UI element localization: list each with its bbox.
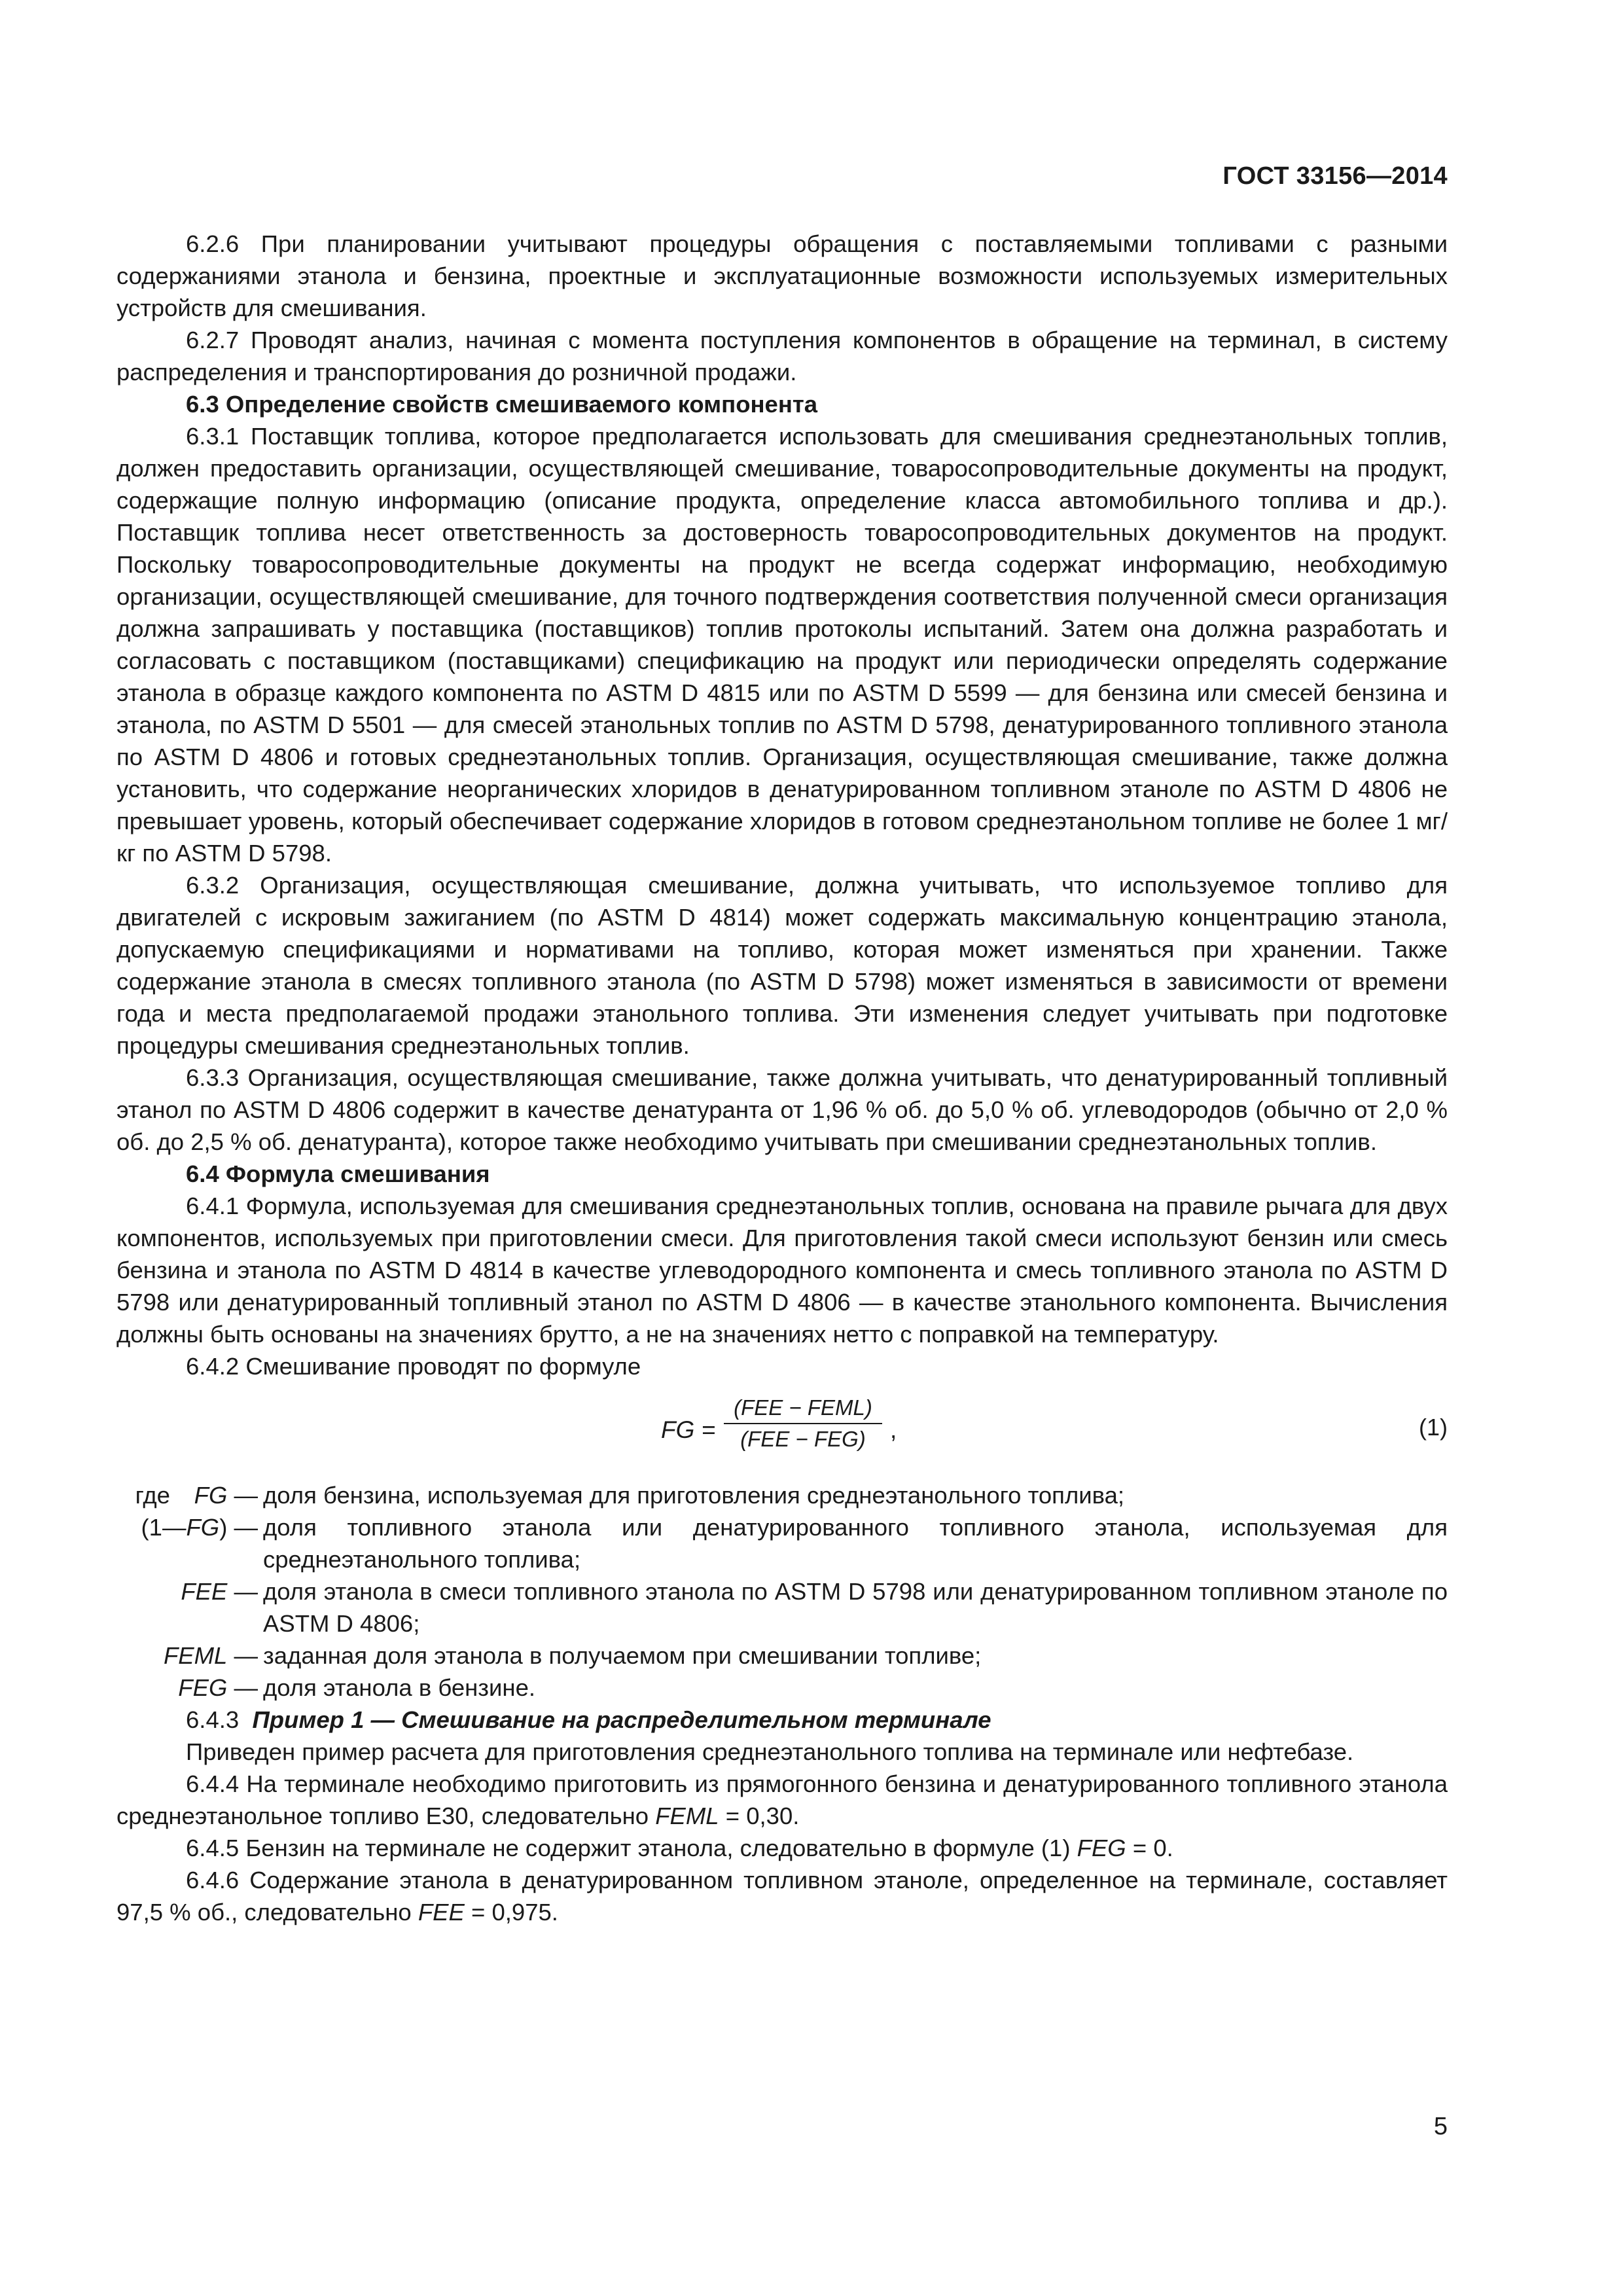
definition-row — [116, 1511, 1448, 1575]
paragraph-6-2-6: 6.2.6 При планировании учитывают процедуры обращения с поставляемыми топливами с разными содержаниями этанола и бензина, проектные и эксплуатационные возможности используемых измерительных устройств для смешивания. — [116, 230, 1448, 321]
document-header: ГОСТ 33156—2014 — [1222, 162, 1448, 190]
paragraph-6-2-7: 6.2.7 Проводят анализ, начиная с момента поступления компонентов в обращение на терминал, в систему распределения и транспортирования до розничной продажи. — [116, 327, 1448, 386]
section-heading-6-4: 6.4 Формула смешивания — [186, 1160, 490, 1187]
paragraph-6-3-3: 6.3.3 Организация, осуществляющая смешивание, также должна учитывать, что денатурированный топливный этанол по ASTM D 4806 содержит в качестве денатуранта от 1,96 % об. до 5,0 % об. углеводородов (обычно от 2,0 % об. до 2,5 % об. денатуранта), которое также необходимо учитывать при смешивании среднеэтанольных топлив. — [116, 1064, 1448, 1155]
definition-symbol: (1—FG) — — [141, 1514, 258, 1541]
definition-text: доля этанола в смеси топливного этанола по ASTM D 5798 или денатурированном топливном этаноле по ASTM D 4806; — [263, 1578, 1448, 1637]
definition-row — [116, 1640, 1448, 1672]
definition-symbol: FEML — — [163, 1642, 258, 1669]
paragraph-6-4-6: 6.4.6 Содержание этанола в денатурированном топливном этаноле, определенное на терминале, составляет 97,5 % об., следовательно FEE = 0,975. — [116, 1867, 1448, 1926]
example-heading: 6.4.3 Пример 1 — Смешивание на распределительном терминале — [186, 1706, 991, 1733]
definition-text: доля топливного этанола или денатурированного топливного этанола, используемая для среднеэтанольного топлива; — [263, 1514, 1448, 1573]
example-title: Пример 1 — Смешивание на распределительном терминале — [252, 1706, 991, 1733]
paragraph-6-4-4: 6.4.4 На терминале необходимо приготовить из прямогонного бензина и денатурированного топливного этанола среднеэтанольное топливо Е30, следовательно FEML = 0,30. — [116, 1770, 1448, 1829]
definition-symbol: где FG — — [135, 1482, 258, 1509]
formula-fraction — [724, 1394, 882, 1453]
formula-denominator: (FEE − FEG) — [740, 1427, 866, 1451]
paragraph-6-3-2: 6.3.2 Организация, осуществляющая смешивание, должна учитывать, что используемое топливо для двигателей с искровым зажиганием (по ASTM D 4814) может содержать максимальную концентрацию этанола, допускаемую спецификациями и нормативами на топливо, которая может изменяться при хранении. Также содержание этанола в смесях топливного этанола (по ASTM D 5798) может изменяться в зависимости от времени года и места предполагаемой продажи этанольного топлива. Эти изменения следует учитывать при подготовке процедуры смешивания среднеэтанольных топлив. — [116, 872, 1448, 1059]
paragraph-6-4-1: 6.4.1 Формула, используемая для смешивания среднеэтанольных топлив, основана на правиле рычага для двух компонентов, используемых при приготовлении смеси. Для приготовления такой смеси используют бензин или смесь бензина и этанола по ASTM D 4814 в качестве углеводородного компонента и смесь топливного этанола по ASTM D 5798 или денатурированный топливный этанол по ASTM D 4806 — в качестве этанольного компонента. Вычисления должны быть основаны на значениях брутто, а не на значениях нетто с поправкой на температуру. — [116, 1193, 1448, 1348]
definition-symbol: FEE — — [181, 1578, 258, 1605]
page-number: 5 — [1433, 2113, 1448, 2140]
formula-number: (1) — [1419, 1414, 1448, 1441]
formula-lhs: FG = — [661, 1416, 716, 1443]
formula-comma: , — [890, 1416, 897, 1443]
paragraph-6-4-5: 6.4.5 Бензин на терминале не содержит этанола, следовательно в формуле (1) FEG = 0. — [186, 1835, 1173, 1861]
definition-text: доля этанола в бензине. — [263, 1674, 536, 1701]
definition-text: доля бензина, используемая для приготовления среднеэтанольного топлива; — [263, 1482, 1125, 1509]
definition-row — [116, 1672, 1448, 1704]
definition-row — [116, 1575, 1448, 1640]
paragraph-6-4-2: 6.4.2 Смешивание проводят по формуле — [186, 1353, 641, 1380]
section-heading-6-3: 6.3 Определение свойств смешиваемого компонента — [186, 391, 818, 418]
formula-definitions — [116, 1479, 1448, 1704]
fraction-bar — [724, 1423, 882, 1424]
definition-symbol: FEG — — [178, 1674, 258, 1701]
blending-formula — [116, 1389, 1448, 1470]
formula-numerator: (FEE − FEML) — [734, 1395, 872, 1420]
definition-row — [116, 1479, 1448, 1511]
paragraph-6-3-1: 6.3.1 Поставщик топлива, которое предполагается использовать для смешивания среднеэтанольных топлив, должен предоставить организации, осуществляющей смешивание, товаросопроводительные документы на продукт, содержащие полную информацию (описание продукта, определение класса автомобильного топлива и др.). Поставщик топлива несет ответственность за достоверность товаросопроводительных документов на продукт. Поскольку товаросопроводительные документы на продукт не всегда содержат информацию, необходимую организации, осуществляющей смешивание, для точного подтверждения соответствия полученной смеси организация должна запрашивать у поставщика (поставщиков) топлив протоколы испытаний. Затем она должна разработать и согласовать с поставщиком (поставщиками) спецификацию на продукт или периодически определять содержание этанола в образце каждого компонента по ASTM D 4815 или по ASTM D 5599 — для бензина или смесей бензина и этанола, по ASTM D 5501 — для смесей этанольных топлив по ASTM D 5798, денатурированного топливного этанола по ASTM D 4806 и готовых среднеэтанольных топлив. Организация, осуществляющая смешивание, также должна установить, что содержание неорганических хлоридов в денатурированном топливном этаноле по ASTM D 4806 не превышает уровень, который обеспечивает содержание хлоридов в готовом среднеэтанольном топливе не более 1 мг/кг по ASTM D 5798. — [116, 423, 1448, 867]
example-intro: Приведен пример расчета для приготовления среднеэтанольного топлива на терминале или нефтебазе. — [186, 1738, 1354, 1765]
document-body — [116, 228, 1448, 1928]
definition-text: заданная доля этанола в получаемом при смешивании топливе; — [263, 1642, 982, 1669]
